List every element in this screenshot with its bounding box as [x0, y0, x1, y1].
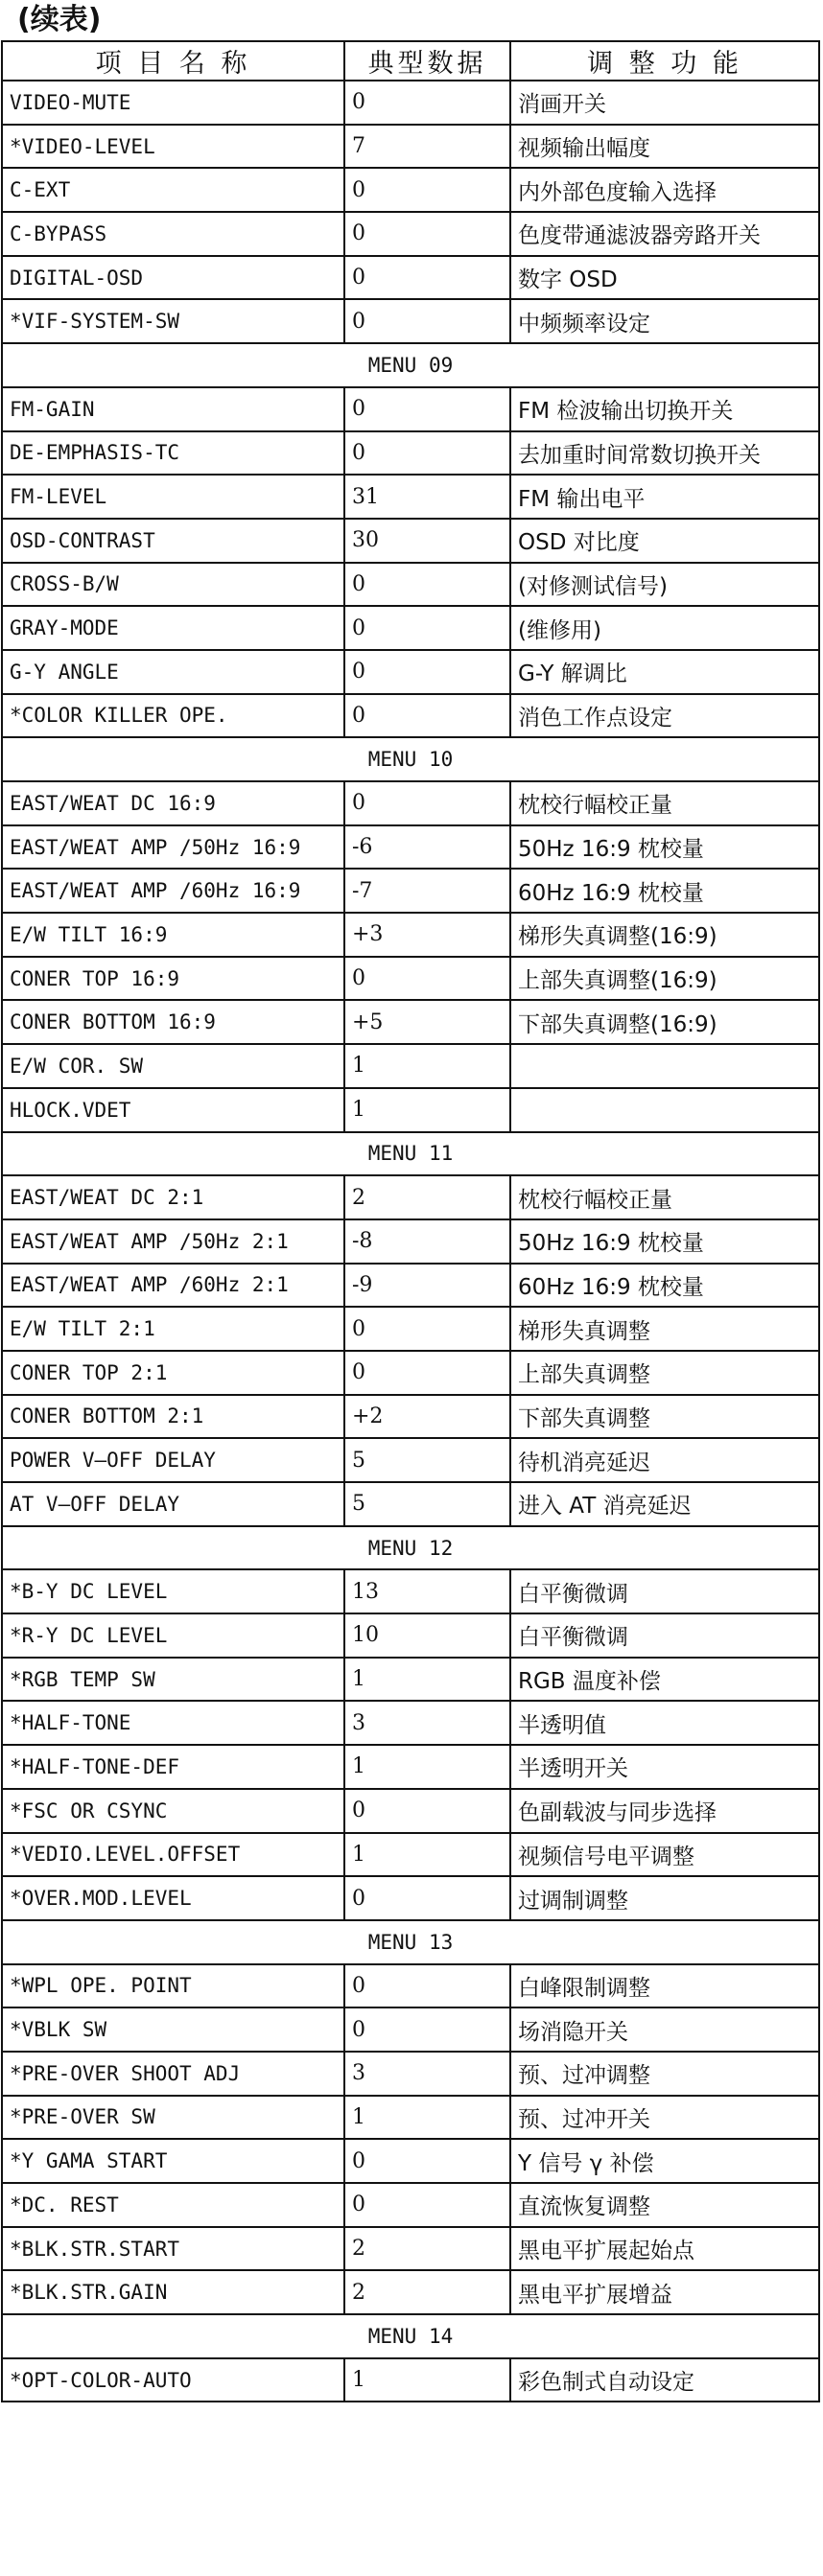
typical-value-cell: 0: [344, 2007, 510, 2052]
function-cell: 场消隐开关: [510, 2007, 819, 2052]
function-cell: 下部失真调整(16:9): [510, 1000, 819, 1044]
function-cell: 白峰限制调整: [510, 1964, 819, 2008]
typical-value-cell: 0: [344, 1876, 510, 1920]
typical-value-cell: 1: [344, 2096, 510, 2140]
function-cell: 消画开关: [510, 81, 819, 125]
function-cell: (对修测试信号): [510, 563, 819, 607]
typical-value-cell: 0: [344, 2139, 510, 2183]
table-row: [2, 1175, 819, 1219]
header-typical-data: 典型数据: [344, 41, 510, 81]
item-name-cell: E/W TILT 2:1: [2, 1307, 344, 1351]
function-cell: 视频输出幅度: [510, 125, 819, 169]
table-row: [2, 563, 819, 607]
table-row: [2, 1264, 819, 1308]
item-name-cell: E/W COR. SW: [2, 1044, 344, 1088]
table-row: [2, 256, 819, 300]
table-row: [2, 913, 819, 957]
item-name-cell: *WPL OPE. POINT: [2, 1964, 344, 2008]
function-cell: 50Hz 16:9 枕校量: [510, 1219, 819, 1264]
item-name-cell: *PRE-OVER SW: [2, 2096, 344, 2140]
function-cell: FM 输出电平: [510, 475, 819, 519]
item-name-cell: *BLK.STR.GAIN: [2, 2270, 344, 2314]
menu-row: [2, 1920, 819, 1964]
typical-value-cell: 0: [344, 694, 510, 738]
item-name-cell: *COLOR KILLER OPE.: [2, 694, 344, 738]
typical-value-cell: -8: [344, 1219, 510, 1264]
table-row: [2, 1395, 819, 1439]
menu-row: [2, 343, 819, 387]
table-row: [2, 606, 819, 650]
function-cell: 预、过冲调整: [510, 2052, 819, 2096]
typical-value-cell: -7: [344, 869, 510, 913]
table-row: [2, 650, 819, 694]
function-cell: 枕校行幅校正量: [510, 1175, 819, 1219]
function-cell: 下部失真调整: [510, 1395, 819, 1439]
menu-label: MENU 12: [2, 1526, 819, 1570]
table-row: [2, 1569, 819, 1613]
table-row: [2, 1307, 819, 1351]
table-row: [2, 1438, 819, 1482]
typical-value-cell: 2: [344, 1175, 510, 1219]
function-cell: FM 检波输出切换开关: [510, 387, 819, 431]
typical-value-cell: 10: [344, 1613, 510, 1658]
table-row: [2, 1613, 819, 1658]
table-body: [2, 81, 819, 2402]
function-cell: 60Hz 16:9 枕校量: [510, 1264, 819, 1308]
table-row: [2, 1000, 819, 1044]
item-name-cell: *FSC OR CSYNC: [2, 1789, 344, 1833]
typical-value-cell: 5: [344, 1438, 510, 1482]
item-name-cell: G-Y ANGLE: [2, 650, 344, 694]
typical-value-cell: 1: [344, 1658, 510, 1702]
typical-value-cell: 3: [344, 2052, 510, 2096]
header-function: 调 整 功 能: [510, 41, 819, 81]
function-cell: 色度带通滤波器旁路开关: [510, 212, 819, 256]
typical-value-cell: 0: [344, 431, 510, 476]
table-row: [2, 519, 819, 563]
item-name-cell: *PRE-OVER SHOOT ADJ: [2, 2052, 344, 2096]
function-cell: 枕校行幅校正量: [510, 781, 819, 825]
item-name-cell: EAST/WEAT AMP /50Hz 2:1: [2, 1219, 344, 1264]
typical-value-cell: 0: [344, 1789, 510, 1833]
typical-value-cell: 5: [344, 1482, 510, 1526]
function-cell: G-Y 解调比: [510, 650, 819, 694]
table-row: [2, 1833, 819, 1877]
item-name-cell: EAST/WEAT AMP /60Hz 16:9: [2, 869, 344, 913]
table-row: [2, 1351, 819, 1395]
table-row: [2, 1658, 819, 1702]
item-name-cell: E/W TILT 16:9: [2, 913, 344, 957]
item-name-cell: DE-EMPHASIS-TC: [2, 431, 344, 476]
table-row: [2, 2358, 819, 2402]
table-row: [2, 2007, 819, 2052]
function-cell: (维修用): [510, 606, 819, 650]
item-name-cell: CONER TOP 16:9: [2, 957, 344, 1001]
table-row: [2, 694, 819, 738]
menu-row: [2, 2314, 819, 2358]
function-cell: 进入 AT 消亮延迟: [510, 1482, 819, 1526]
item-name-cell: *OVER.MOD.LEVEL: [2, 1876, 344, 1920]
table-row: [2, 2227, 819, 2271]
typical-value-cell: 30: [344, 519, 510, 563]
item-name-cell: HLOCK.VDET: [2, 1088, 344, 1132]
typical-value-cell: 0: [344, 212, 510, 256]
table-row: [2, 1219, 819, 1264]
typical-value-cell: 0: [344, 606, 510, 650]
function-cell: 上部失真调整(16:9): [510, 957, 819, 1001]
typical-value-cell: 1: [344, 2358, 510, 2402]
typical-value-cell: 2: [344, 2227, 510, 2271]
function-cell: 视频信号电平调整: [510, 1833, 819, 1877]
function-cell: [510, 1044, 819, 1088]
function-cell: 预、过冲开关: [510, 2096, 819, 2140]
menu-row: [2, 1132, 819, 1176]
item-name-cell: POWER V—OFF DELAY: [2, 1438, 344, 1482]
item-name-cell: CONER BOTTOM 2:1: [2, 1395, 344, 1439]
function-cell: 上部失真调整: [510, 1351, 819, 1395]
table-row: [2, 2096, 819, 2140]
item-name-cell: *BLK.STR.START: [2, 2227, 344, 2271]
function-cell: 待机消亮延迟: [510, 1438, 819, 1482]
item-name-cell: *VIDEO-LEVEL: [2, 125, 344, 169]
item-name-cell: *Y GAMA START: [2, 2139, 344, 2183]
table-row: [2, 1789, 819, 1833]
function-cell: 消色工作点设定: [510, 694, 819, 738]
item-name-cell: FM-GAIN: [2, 387, 344, 431]
table-row: [2, 2052, 819, 2096]
menu-label: MENU 14: [2, 2314, 819, 2358]
typical-value-cell: 0: [344, 1307, 510, 1351]
typical-value-cell: 0: [344, 1351, 510, 1395]
typical-value-cell: 2: [344, 2270, 510, 2314]
item-name-cell: FM-LEVEL: [2, 475, 344, 519]
function-cell: 半透明值: [510, 1701, 819, 1745]
item-name-cell: *VEDIO.LEVEL.OFFSET: [2, 1833, 344, 1877]
function-cell: 白平衡微调: [510, 1569, 819, 1613]
table-row: [2, 1044, 819, 1088]
table-row: [2, 431, 819, 476]
typical-value-cell: 0: [344, 168, 510, 212]
table-row: [2, 475, 819, 519]
function-cell: Y 信号 γ 补偿: [510, 2139, 819, 2183]
table-row: [2, 387, 819, 431]
typical-value-cell: 1: [344, 1833, 510, 1877]
item-name-cell: EAST/WEAT DC 2:1: [2, 1175, 344, 1219]
typical-value-cell: 1: [344, 1088, 510, 1132]
table-row: [2, 1482, 819, 1526]
item-name-cell: *RGB TEMP SW: [2, 1658, 344, 1702]
typical-value-cell: -6: [344, 825, 510, 870]
item-name-cell: *B-Y DC LEVEL: [2, 1569, 344, 1613]
menu-label: MENU 11: [2, 1132, 819, 1176]
typical-value-cell: 1: [344, 1745, 510, 1789]
typical-value-cell: +2: [344, 1395, 510, 1439]
function-cell: 半透明开关: [510, 1745, 819, 1789]
typical-value-cell: 0: [344, 2183, 510, 2227]
table-row: [2, 1701, 819, 1745]
item-name-cell: DIGITAL-OSD: [2, 256, 344, 300]
table-row: [2, 2270, 819, 2314]
table-row: [2, 781, 819, 825]
typical-value-cell: 0: [344, 957, 510, 1001]
function-cell: OSD 对比度: [510, 519, 819, 563]
typical-value-cell: 13: [344, 1569, 510, 1613]
table-row: [2, 125, 819, 169]
typical-value-cell: -9: [344, 1264, 510, 1308]
item-name-cell: C-BYPASS: [2, 212, 344, 256]
function-cell: 色副载波与同步选择: [510, 1789, 819, 1833]
item-name-cell: *HALF-TONE: [2, 1701, 344, 1745]
table-row: [2, 957, 819, 1001]
table-row: [2, 825, 819, 870]
item-name-cell: EAST/WEAT DC 16:9: [2, 781, 344, 825]
item-name-cell: *OPT-COLOR-AUTO: [2, 2358, 344, 2402]
item-name-cell: C-EXT: [2, 168, 344, 212]
function-cell: 内外部色度输入选择: [510, 168, 819, 212]
item-name-cell: CONER TOP 2:1: [2, 1351, 344, 1395]
typical-value-cell: 0: [344, 563, 510, 607]
function-cell: [510, 1088, 819, 1132]
function-cell: RGB 温度补偿: [510, 1658, 819, 1702]
typical-value-cell: +5: [344, 1000, 510, 1044]
table-row: [2, 168, 819, 212]
table-row: [2, 81, 819, 125]
function-cell: 黑电平扩展增益: [510, 2270, 819, 2314]
item-name-cell: EAST/WEAT AMP /50Hz 16:9: [2, 825, 344, 870]
typical-value-cell: 31: [344, 475, 510, 519]
typical-value-cell: 7: [344, 125, 510, 169]
typical-value-cell: 0: [344, 299, 510, 343]
typical-value-cell: 0: [344, 1964, 510, 2008]
typical-value-cell: 0: [344, 781, 510, 825]
table-row: [2, 1964, 819, 2008]
typical-value-cell: 0: [344, 81, 510, 125]
item-name-cell: *HALF-TONE-DEF: [2, 1745, 344, 1789]
table-row: [2, 299, 819, 343]
table-row: [2, 2139, 819, 2183]
item-name-cell: GRAY-MODE: [2, 606, 344, 650]
function-cell: 50Hz 16:9 枕校量: [510, 825, 819, 870]
function-cell: 梯形失真调整(16:9): [510, 913, 819, 957]
item-name-cell: CROSS-B/W: [2, 563, 344, 607]
typical-value-cell: 0: [344, 256, 510, 300]
item-name-cell: CONER BOTTOM 16:9: [2, 1000, 344, 1044]
menu-row: [2, 737, 819, 781]
item-name-cell: EAST/WEAT AMP /60Hz 2:1: [2, 1264, 344, 1308]
header-row: [2, 41, 819, 81]
menu-label: MENU 10: [2, 737, 819, 781]
item-name-cell: AT V—OFF DELAY: [2, 1482, 344, 1526]
menu-row: [2, 1526, 819, 1570]
item-name-cell: *R-Y DC LEVEL: [2, 1613, 344, 1658]
function-cell: 去加重时间常数切换开关: [510, 431, 819, 476]
table-row: [2, 1088, 819, 1132]
function-cell: 60Hz 16:9 枕校量: [510, 869, 819, 913]
typical-value-cell: 3: [344, 1701, 510, 1745]
item-name-cell: *VIF-SYSTEM-SW: [2, 299, 344, 343]
typical-value-cell: 0: [344, 387, 510, 431]
function-cell: 彩色制式自动设定: [510, 2358, 819, 2402]
settings-table: [1, 40, 820, 2402]
item-name-cell: OSD-CONTRAST: [2, 519, 344, 563]
function-cell: 数字 OSD: [510, 256, 819, 300]
table-row: [2, 212, 819, 256]
table-row: [2, 869, 819, 913]
item-name-cell: *DC. REST: [2, 2183, 344, 2227]
table-row: [2, 1876, 819, 1920]
table-row: [2, 1745, 819, 1789]
typical-value-cell: 1: [344, 1044, 510, 1088]
item-name-cell: VIDEO-MUTE: [2, 81, 344, 125]
menu-label: MENU 09: [2, 343, 819, 387]
item-name-cell: *VBLK SW: [2, 2007, 344, 2052]
function-cell: 黑电平扩展起始点: [510, 2227, 819, 2271]
function-cell: 中频频率设定: [510, 299, 819, 343]
typical-value-cell: 0: [344, 650, 510, 694]
typical-value-cell: +3: [344, 913, 510, 957]
function-cell: 过调制调整: [510, 1876, 819, 1920]
function-cell: 直流恢复调整: [510, 2183, 819, 2227]
function-cell: 梯形失真调整: [510, 1307, 819, 1351]
function-cell: 白平衡微调: [510, 1613, 819, 1658]
table-row: [2, 2183, 819, 2227]
header-item-name: 项 目 名 称: [2, 41, 344, 81]
menu-label: MENU 13: [2, 1920, 819, 1964]
table-caption: (续表): [17, 3, 102, 36]
